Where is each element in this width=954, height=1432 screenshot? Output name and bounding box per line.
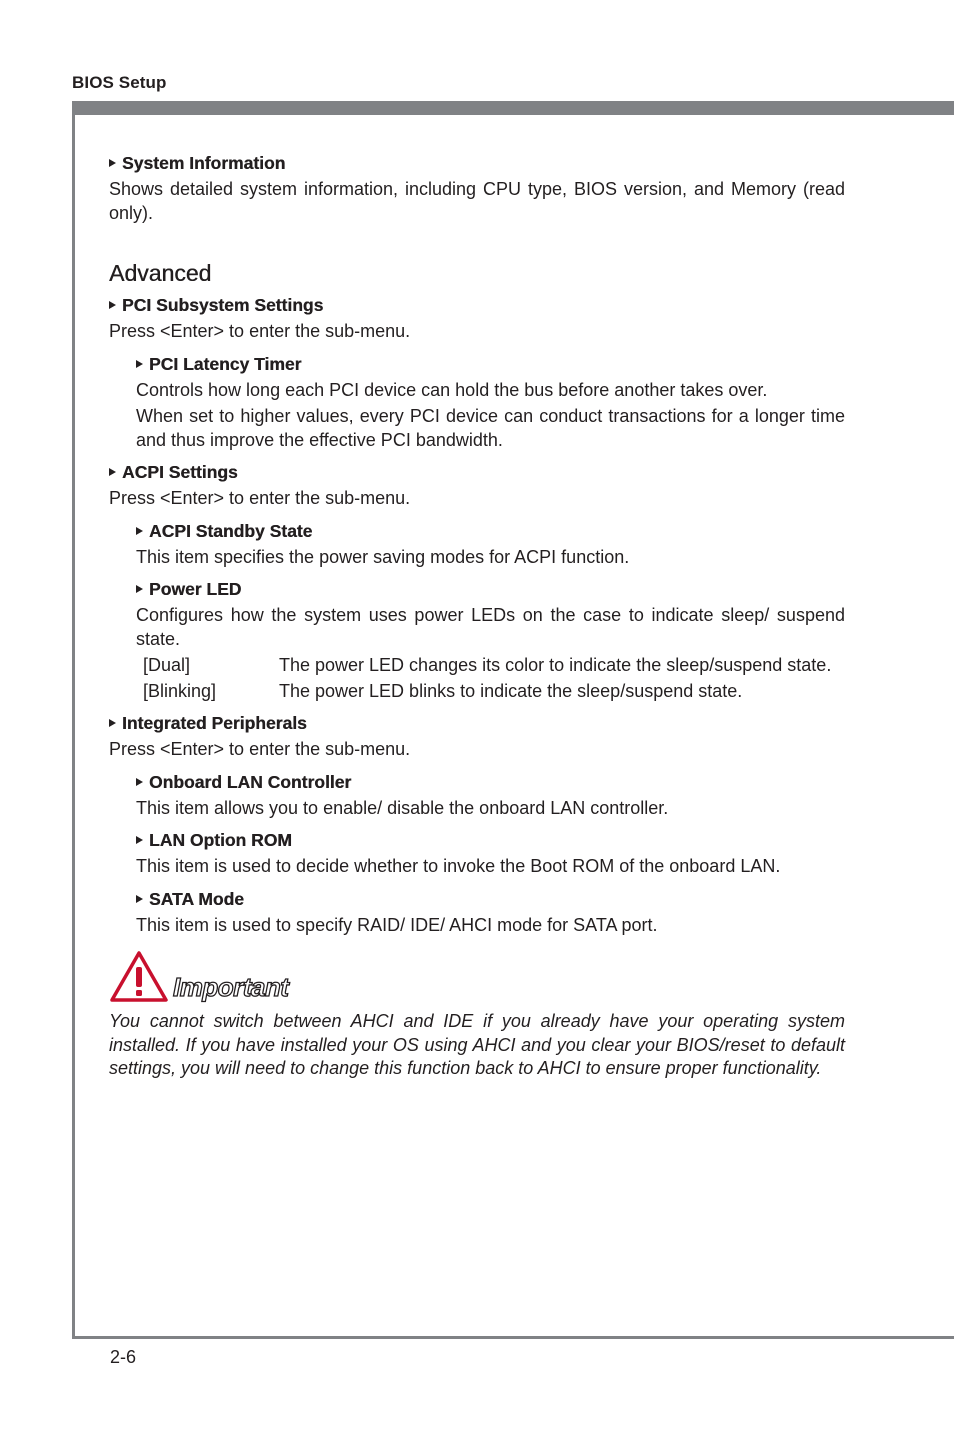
option-key: [Blinking] <box>143 680 217 701</box>
acpi-settings-heading: ACPI Settings <box>109 461 845 484</box>
power-led-options-table <box>143 654 845 703</box>
pci-latency-heading: PCI Latency Timer <box>136 353 845 376</box>
important-notice-header <box>109 950 845 1006</box>
sata-mode-description: This item is used to specify RAID/ IDE/ AHCI mode for SATA port. <box>136 914 658 935</box>
triangle-bullet-icon <box>136 585 143 593</box>
option-value: The power LED changes its color to indicate the sleep/suspend state. <box>279 655 832 675</box>
pci-latency-description-2: When set to higher values, every PCI device can conduct transactions for a longer time and thus improve the effective PCI bandwidth. <box>136 406 845 450</box>
triangle-bullet-icon <box>109 301 116 309</box>
advanced-section-title: Advanced <box>109 260 212 286</box>
triangle-bullet-icon <box>136 527 143 535</box>
integrated-peripherals-description: Press <Enter> to enter the sub-menu. <box>109 739 411 759</box>
header-bar <box>72 101 954 115</box>
integrated-peripherals-heading: Integrated Peripherals <box>109 712 845 735</box>
triangle-bullet-icon <box>109 719 116 727</box>
option-row <box>143 654 845 678</box>
triangle-bullet-icon <box>136 836 143 844</box>
lan-option-rom-heading: LAN Option ROM <box>136 829 845 852</box>
warning-triangle-icon <box>109 950 169 1004</box>
important-notice-text: You cannot switch between AHCI and IDE if you already have your operating system installed. If you have installed your OS using AHCI and you clear your BIOS/reset to default settings, you will need to change this function back to AHCI to ensure proper functionality. <box>109 1011 845 1078</box>
acpi-settings-description: Press <Enter> to enter the sub-menu. <box>109 488 411 508</box>
pci-subsystem-description: Press <Enter> to enter the sub-menu. <box>109 321 411 341</box>
onboard-lan-heading: Onboard LAN Controller <box>136 771 845 794</box>
option-row <box>143 678 845 704</box>
page-number: 2-6 <box>110 1347 137 1367</box>
left-rule <box>72 101 75 1339</box>
pci-subsystem-heading: PCI Subsystem Settings <box>109 294 845 317</box>
system-information-heading: System Information <box>109 152 845 175</box>
bottom-rule <box>72 1336 954 1339</box>
sata-mode-heading: SATA Mode <box>136 888 845 911</box>
option-key: [Dual] <box>143 655 191 675</box>
page-content <box>109 152 845 1081</box>
acpi-sub-block <box>136 520 845 704</box>
pci-latency-block <box>136 353 845 453</box>
header-title: BIOS Setup <box>72 73 167 92</box>
triangle-bullet-icon <box>136 895 143 903</box>
lan-option-rom-description: This item is used to decide whether to invoke the Boot ROM of the onboard LAN. <box>136 856 781 876</box>
peripherals-sub-block <box>136 771 845 938</box>
triangle-bullet-icon <box>109 468 116 476</box>
important-label: Important <box>173 972 289 1002</box>
triangle-bullet-icon <box>136 360 143 368</box>
triangle-bullet-icon <box>136 778 143 786</box>
pci-latency-description-1: Controls how long each PCI device can hold the bus before another takes over. <box>136 379 768 400</box>
system-information-description: Shows detailed system information, including CPU type, BIOS version, and Memory (read only). <box>109 179 845 223</box>
acpi-standby-description: This item specifies the power saving modes for ACPI function. <box>136 546 630 567</box>
acpi-standby-heading: ACPI Standby State <box>136 520 845 543</box>
power-led-description: Configures how the system uses power LEDs on the case to indicate sleep/ suspend state. <box>136 605 845 649</box>
option-value: The power LED blinks to indicate the sleep/suspend state. <box>279 680 743 701</box>
power-led-heading: Power LED <box>136 578 845 601</box>
onboard-lan-description: This item allows you to enable/ disable the onboard LAN controller. <box>136 797 669 818</box>
triangle-bullet-icon <box>109 159 116 167</box>
